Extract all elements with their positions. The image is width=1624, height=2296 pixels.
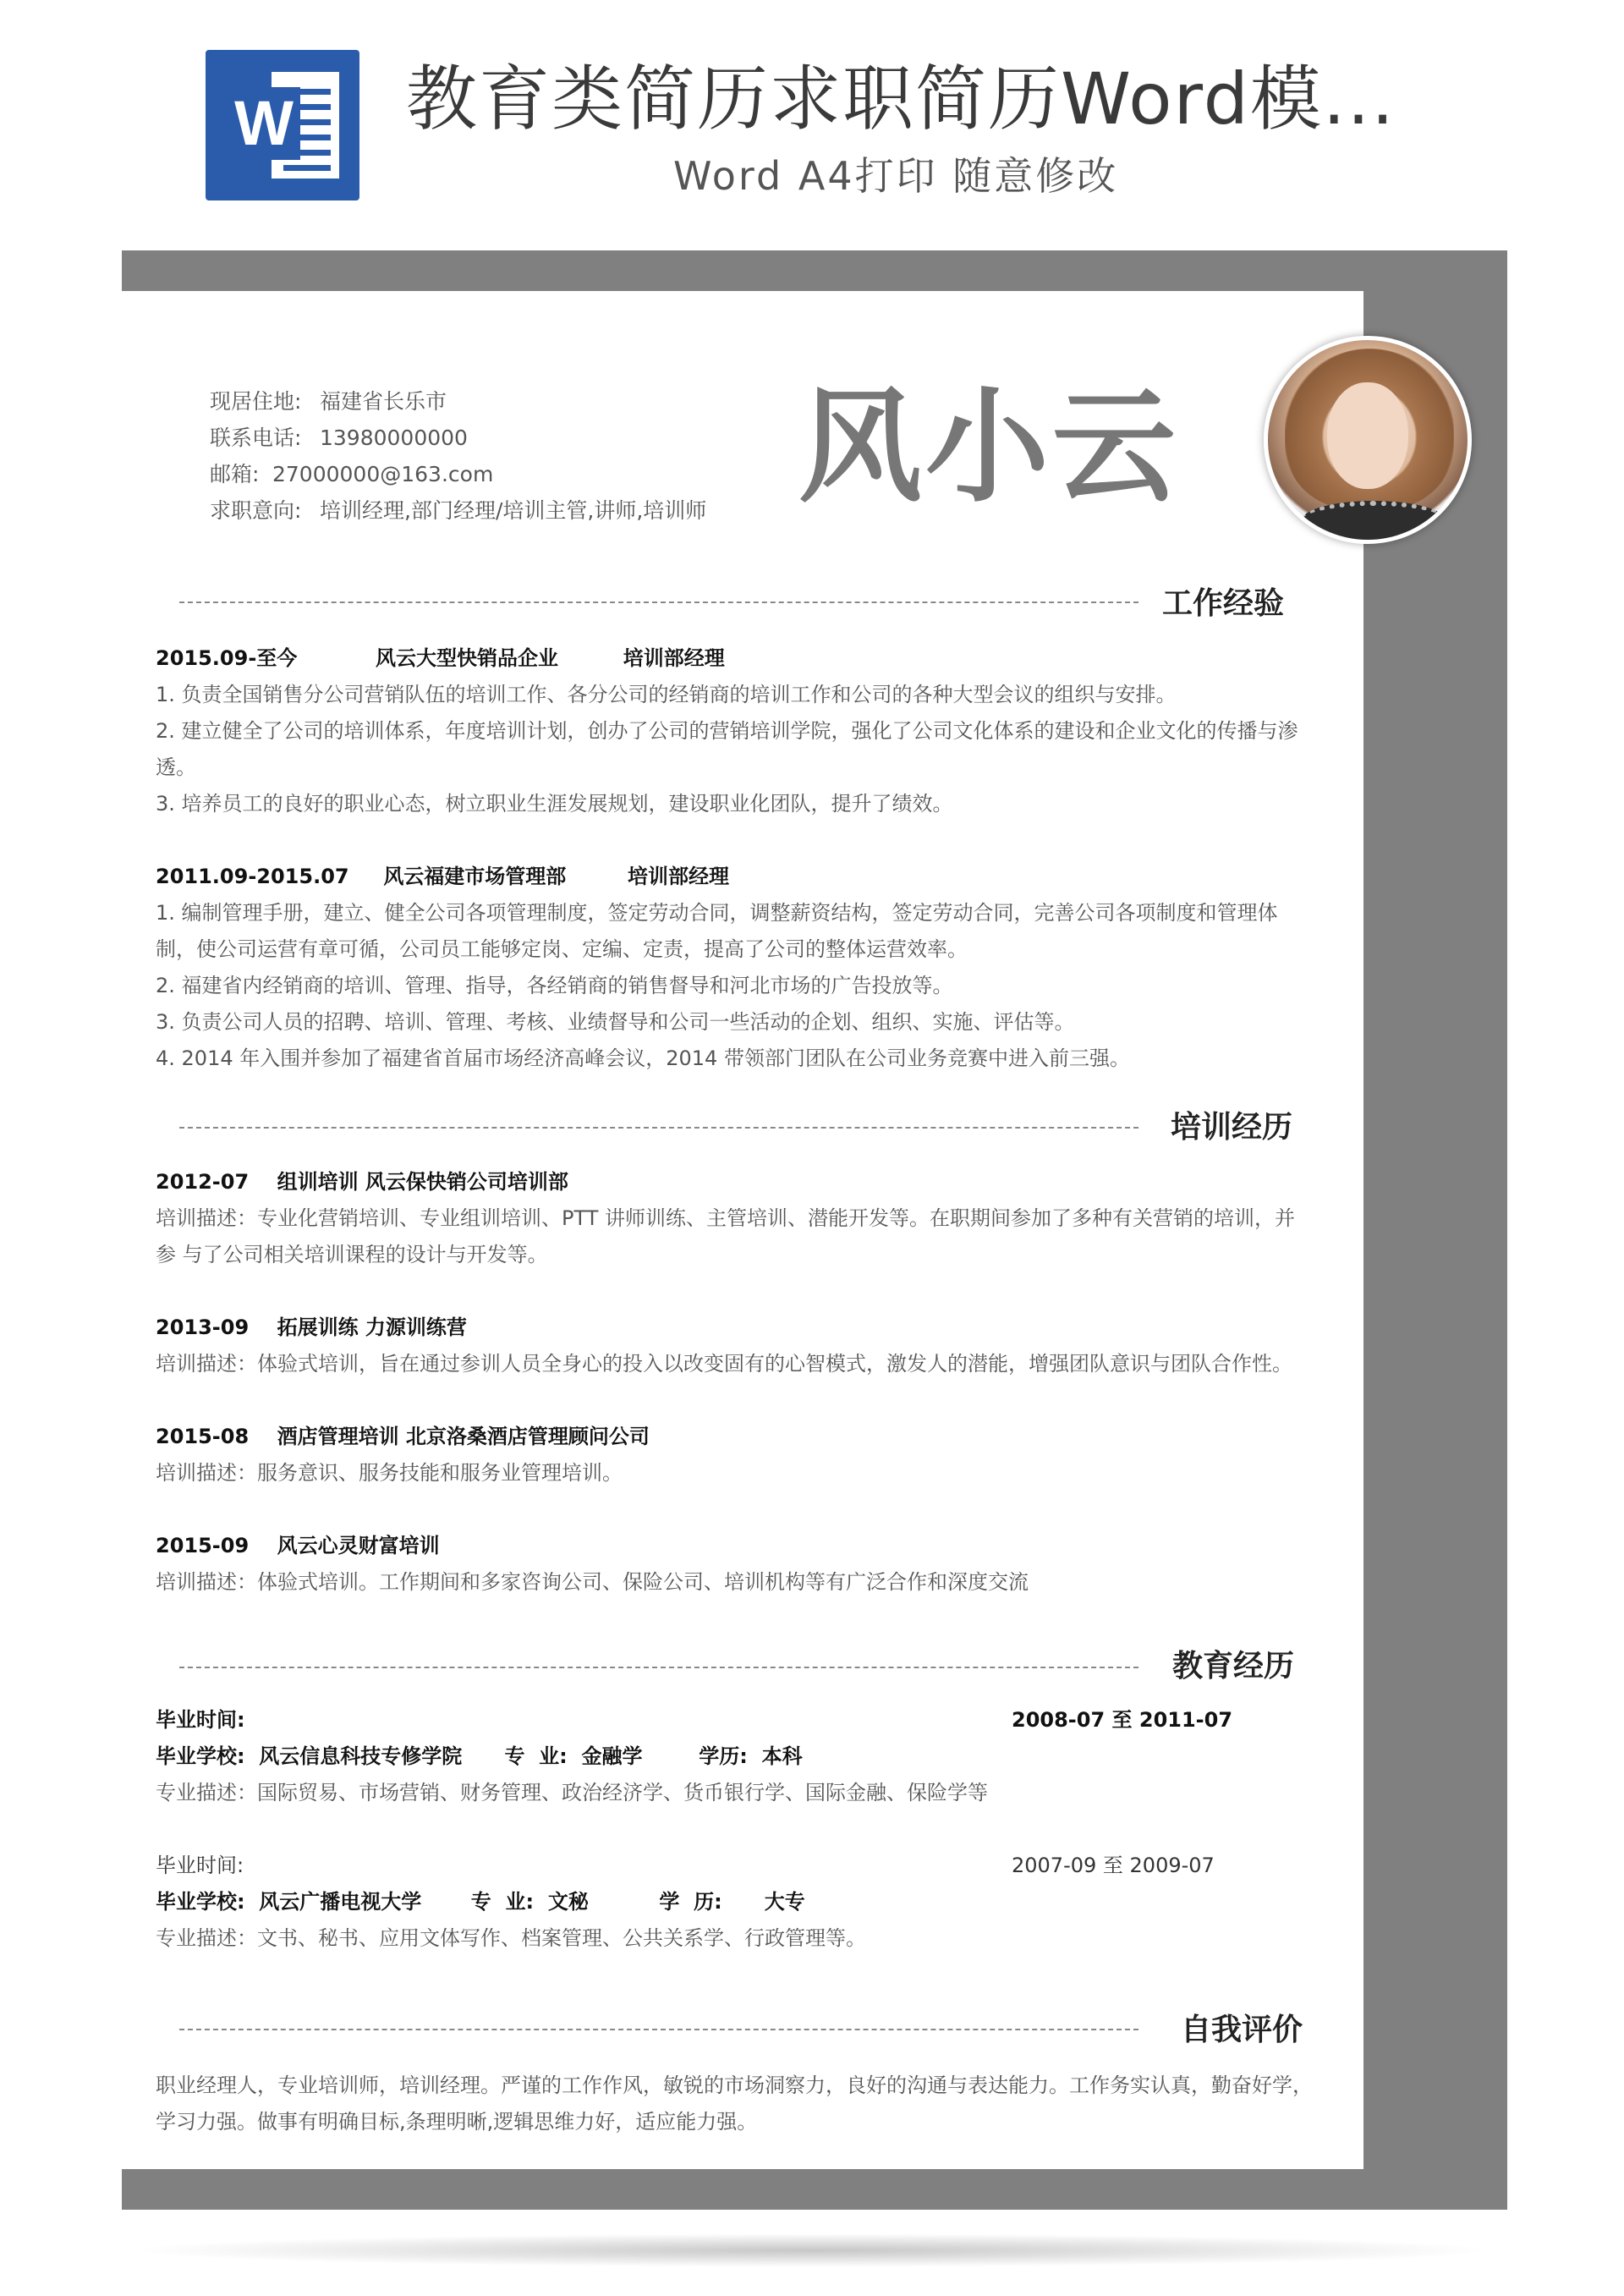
- section-divider: [179, 1667, 1138, 1668]
- training-heading: 2012-07 组训培训 风云保快销公司培训部: [156, 1170, 568, 1194]
- desc-text: 服务意识、服务技能和服务业管理培训。: [257, 1461, 623, 1485]
- desc-text: 体验式培训。工作期间和多家咨询公司、保险公司、培训机构等有广泛合作和深度交流: [257, 1570, 1029, 1594]
- section-divider: [179, 1127, 1138, 1129]
- section-title-training: 培训经历: [1171, 1110, 1293, 1145]
- duty-item: 2. 福建省内经销商的培训、管理、指导，各经销商的销售督导和河北市场的广告投放等。: [156, 974, 953, 997]
- training-desc: [156, 1200, 1314, 1273]
- edu-time: 2008-07 至 2011-07: [1012, 1708, 1233, 1732]
- edu-desc: [156, 1775, 1314, 1811]
- duty-item: 3. 负责公司人员的招聘、培训、管理、考核、业绩督导和公司一些活动的企划、组织、实施、评估等。: [156, 1010, 1075, 1034]
- info-label: 求职意向:: [210, 498, 302, 523]
- desc-label: 培训描述：: [156, 1352, 257, 1376]
- word-app-icon: [206, 50, 359, 200]
- self-eval-text: 职业经理人，专业培训师，培训经理。严谨的工作作风，敏锐的市场洞察力，良好的沟通与表达能力。工作务实认真，勤奋好学，学习力强。做事有明确目标,条理明晰,逻辑思维力好，适应能力强。: [156, 2074, 1313, 2134]
- training-heading: 2015-08 酒店管理培训 北京洛桑酒店管理顾问公司: [156, 1425, 650, 1448]
- banner-subtitle: Word A4打印 随意修改: [673, 153, 1119, 199]
- duty-item: 3. 培养员工的良好的职业心态，树立职业生涯发展规划，建设职业化团队，提升了绩效。: [156, 792, 953, 816]
- frame-shadow: [127, 2233, 1497, 2267]
- edu-school-line: 毕业学校: 风云信息科技专修学院 专 业: 金融学 学历: 本科: [156, 1744, 803, 1768]
- desc-label: 专业描述：: [156, 1926, 257, 1950]
- desc-label: 专业描述：: [156, 1781, 257, 1804]
- info-objective: [210, 492, 706, 529]
- training-desc: [156, 1564, 1314, 1601]
- info-value: 13980000000: [320, 426, 468, 450]
- section-divider: [179, 601, 1138, 603]
- duty-item: 1. 编制管理手册，建立、健全公司各项管理制度，签定劳动合同，调整薪资结构，签定劳动合同，完善公司各项制度和管理体制，使公司运营有章可循，公司员工能够定岗、定编、定责，提高了公司的整体运营效率。: [156, 901, 1278, 961]
- desc-text: 专业化营销培训、专业组训培训、PTT 讲师训练、主管培训、潜能开发等。在职期间参加了多种有关营销的培训，并参 与了公司相关培训课程的设计与开发等。: [156, 1206, 1295, 1266]
- edu-time: 2007-09 至 2009-07: [1012, 1854, 1215, 1877]
- edu-desc: [156, 1920, 1314, 1957]
- info-value: 福建省长乐市: [320, 389, 447, 414]
- info-address: [210, 383, 447, 420]
- job-duties: [156, 895, 1314, 1077]
- job-company: 风云大型快销品企业: [376, 646, 558, 670]
- job-date: 2015.09-至今: [156, 646, 298, 670]
- banner-title: 教育类简历求职简历Word模...: [406, 58, 1396, 140]
- info-value: 27000000@163.com: [272, 462, 494, 486]
- candidate-name: 风小云: [798, 376, 1179, 519]
- edu-time-label: 毕业时间:: [156, 1854, 244, 1877]
- job-header: [156, 859, 729, 895]
- training-desc: [156, 1455, 1314, 1491]
- desc-label: 培训描述：: [156, 1461, 257, 1485]
- section-title-self-eval: 自我评价: [1181, 2013, 1303, 2047]
- desc-text: 文书、秘书、应用文体写作、档案管理、公共关系学、行政管理等。: [257, 1926, 866, 1950]
- training-desc: [156, 1346, 1314, 1382]
- info-label: 现居住地:: [210, 389, 302, 414]
- job-date: 2011.09-2015.07: [156, 865, 349, 888]
- desc-text: 国际贸易、市场营销、财务管理、政治经济学、货币银行学、国际金融、保险学等: [257, 1781, 988, 1804]
- info-phone: [210, 420, 468, 456]
- desc-text: 体验式培训，旨在通过参训人员全身心的投入以改变固有的心智模式，激发人的潜能，增强团队意识与团队合作性。: [257, 1352, 1292, 1376]
- section-title-education: 教育经历: [1172, 1649, 1295, 1684]
- info-value: 培训经理,部门经理/培训主管,讲师,培训师: [320, 498, 707, 523]
- desc-label: 培训描述：: [156, 1206, 257, 1230]
- job-company: 风云福建市场管理部: [383, 865, 567, 888]
- job-position: 培训部经理: [628, 865, 730, 888]
- info-email: [210, 456, 493, 492]
- edu-school-line: 毕业学校: 风云广播电视大学 专 业: 文秘 学 历: 大专: [156, 1890, 805, 1914]
- avatar: [1264, 336, 1472, 544]
- desc-label: 培训描述：: [156, 1570, 257, 1594]
- word-letter: W: [228, 87, 300, 160]
- training-heading: 2015-09 风云心灵财富培训: [156, 1534, 440, 1557]
- edu-time-label: 毕业时间:: [156, 1708, 245, 1732]
- section-title-work: 工作经验: [1162, 586, 1285, 621]
- training-heading: 2013-09 拓展训练 力源训练营: [156, 1316, 467, 1339]
- section-divider: [179, 2029, 1138, 2030]
- job-position: 培训部经理: [623, 646, 725, 670]
- duty-item: 1. 负责全国销售分公司营销队伍的培训工作、各分公司的经销商的培训工作和公司的各种大型会议的组织与安排。: [156, 683, 1177, 706]
- job-header: [156, 640, 725, 677]
- duty-item: 2. 建立健全了公司的培训体系，年度培训计划，创办了公司的营销培训学院，强化了公司文化体系的建设和企业文化的传播与渗透。: [156, 719, 1298, 779]
- job-duties: [156, 677, 1314, 822]
- info-label: 邮箱:: [210, 462, 260, 486]
- duty-item: 4. 2014 年入围并参加了福建省首届市场经济高峰会议，2014 带领部门团队在公司业务竞赛中进入前三强。: [156, 1046, 1130, 1070]
- info-label: 联系电话:: [210, 426, 302, 450]
